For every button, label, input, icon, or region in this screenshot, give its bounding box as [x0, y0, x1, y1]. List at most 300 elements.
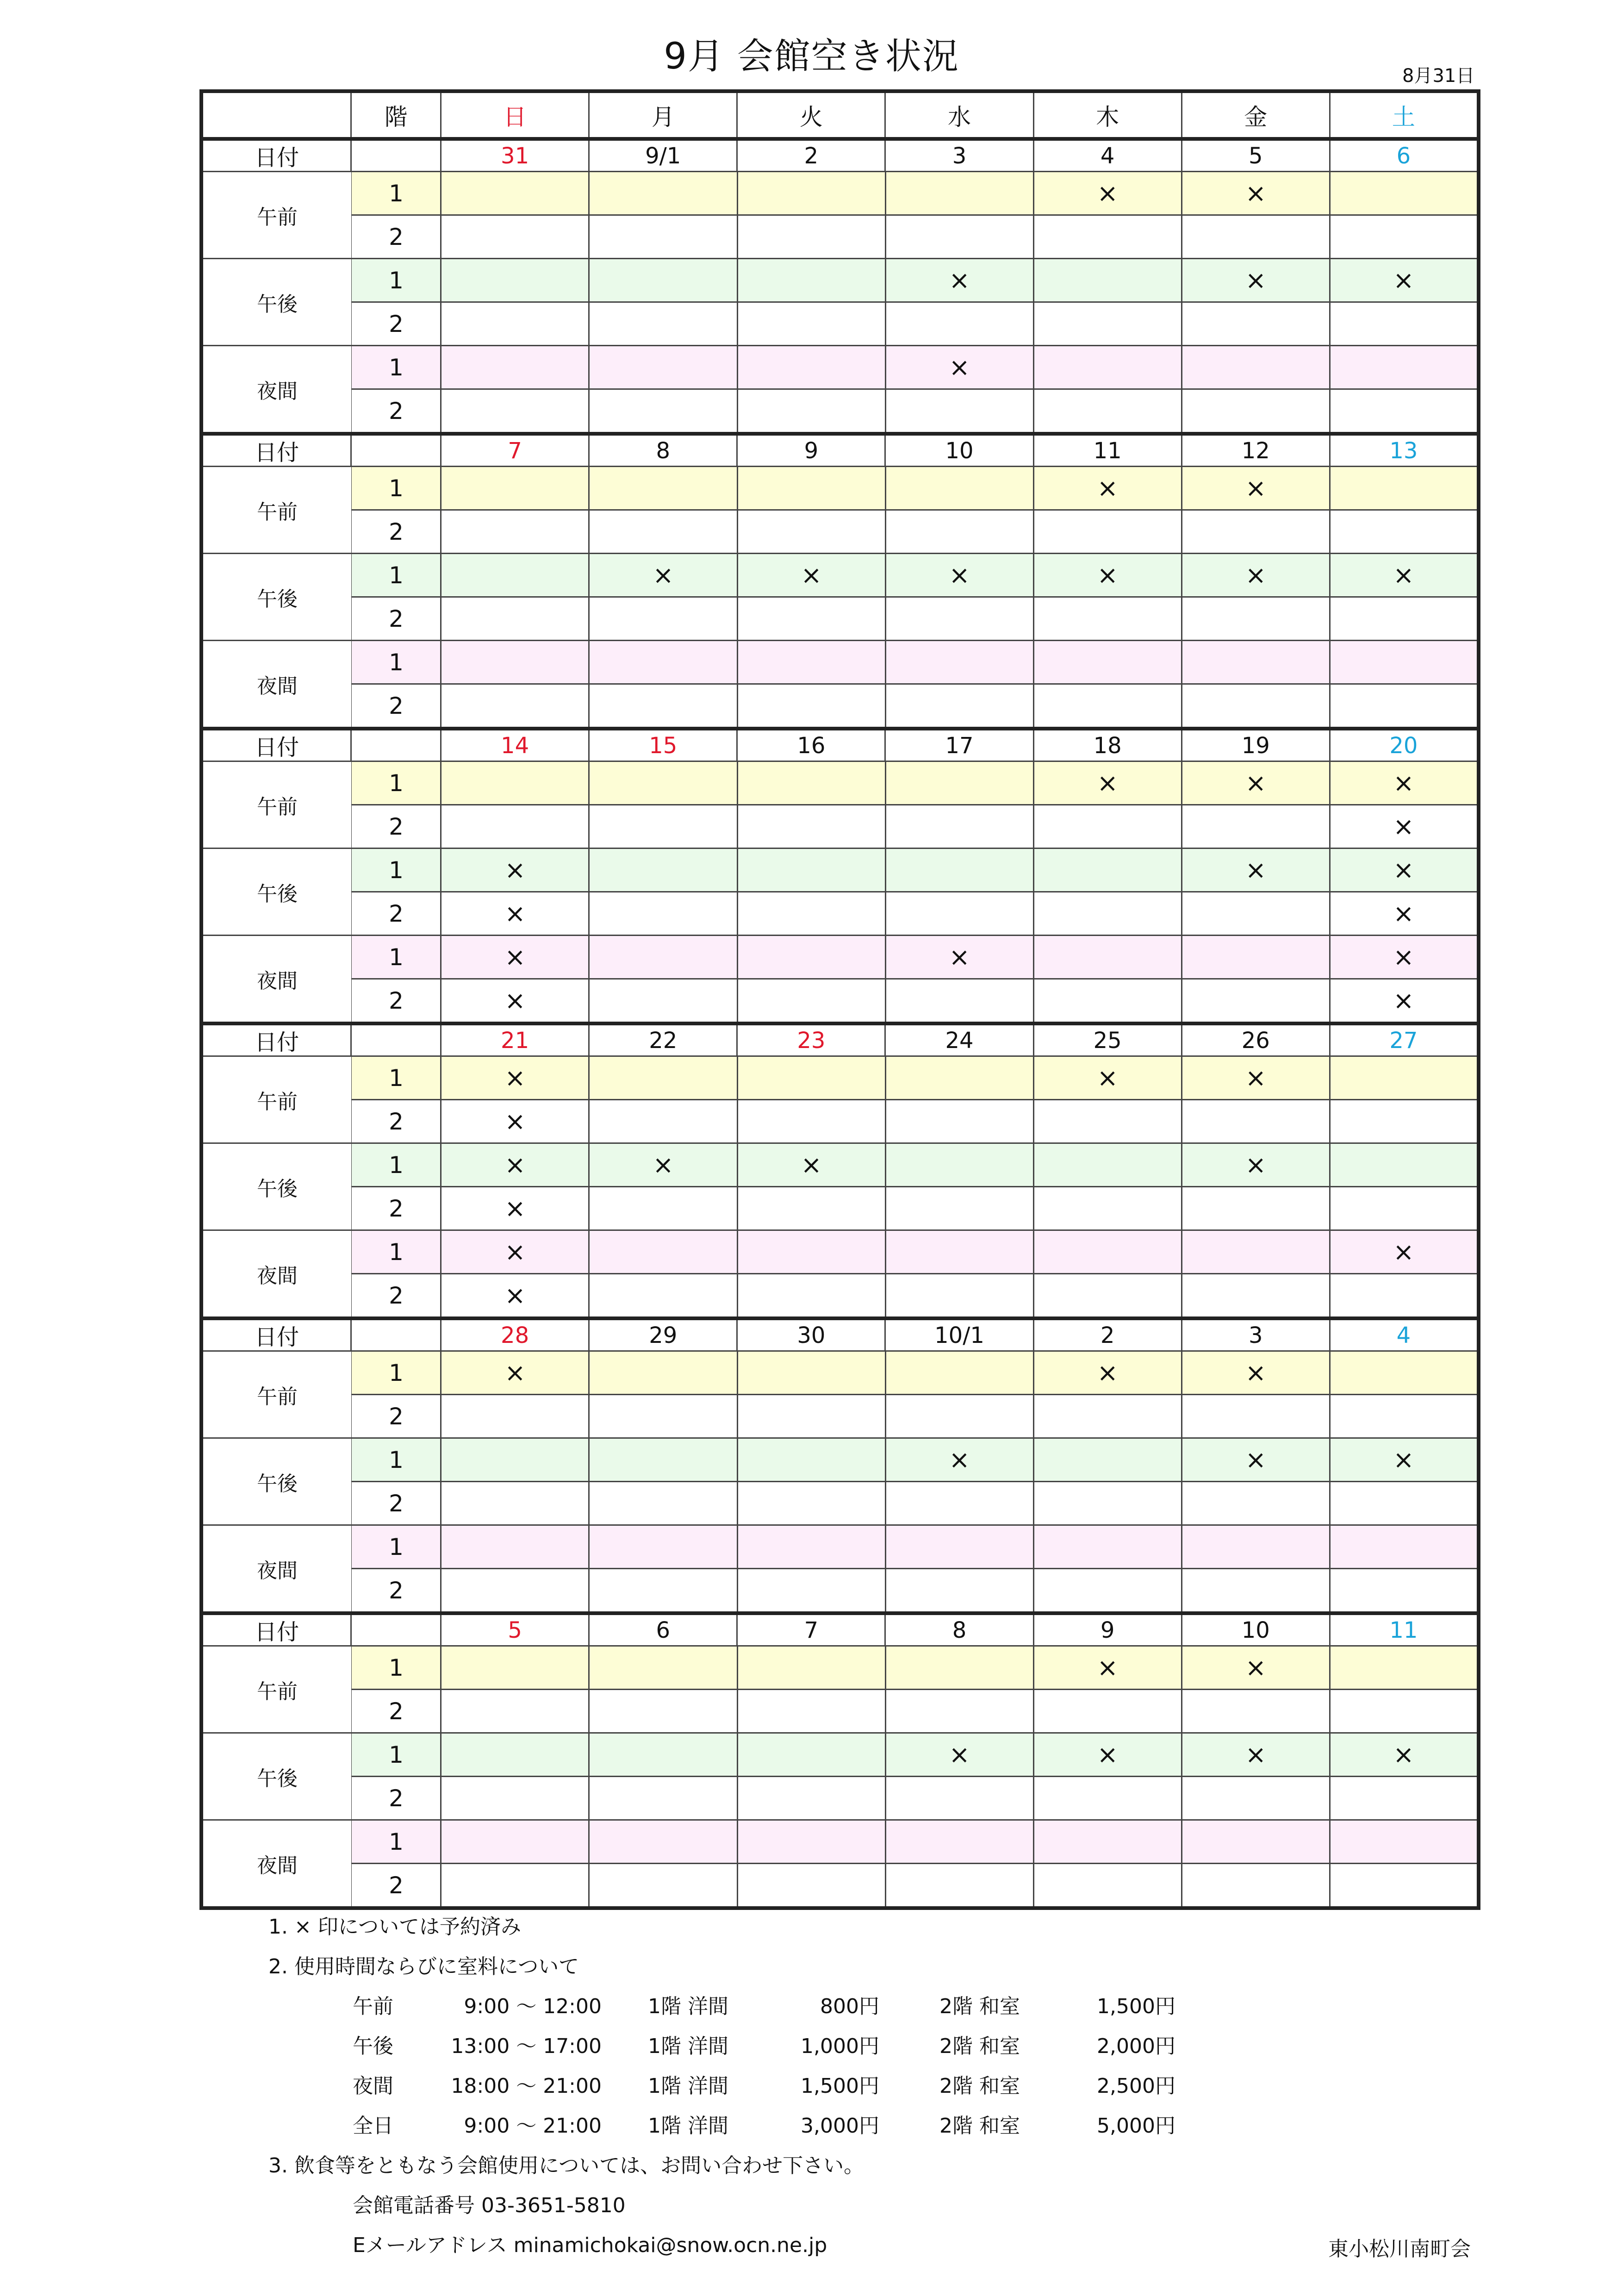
slot-cell [1181, 390, 1329, 432]
slot-cell [440, 936, 588, 978]
slot-row [203, 683, 1477, 727]
slot-cell [1329, 762, 1477, 804]
slot-row [203, 804, 1477, 848]
slot-cell [588, 1100, 736, 1142]
date-cell: 4 [1329, 1320, 1477, 1350]
booked-mark: × [949, 561, 970, 590]
date-cell: 27 [1329, 1025, 1477, 1055]
date-row [203, 432, 1477, 466]
slot-cell [885, 216, 1033, 258]
floor-cell: 2 [350, 390, 440, 432]
slot-cell [885, 1482, 1033, 1524]
slot-cell [588, 598, 736, 640]
slot-cell [1329, 172, 1477, 214]
header-row [203, 93, 1477, 137]
slot-cell [1181, 1231, 1329, 1273]
date-cell: 5 [1181, 141, 1329, 171]
slot-cell [885, 1734, 1033, 1776]
header-floor: 階 [350, 93, 440, 137]
floor-cell: 1 [350, 1526, 440, 1568]
date-cell: 11 [1033, 436, 1181, 466]
slot-row [203, 345, 1477, 388]
slot-cell [885, 172, 1033, 214]
date-cell: 19 [1181, 730, 1329, 761]
slot-cell [1033, 1439, 1181, 1481]
slot-cell [588, 1777, 736, 1819]
slot-cell [1329, 1821, 1477, 1863]
period-label: 午後 [203, 554, 351, 640]
weeks-container [203, 137, 1477, 1906]
slot-cell [737, 1395, 885, 1437]
slot-cell [588, 762, 736, 804]
slot-cell [588, 1395, 736, 1437]
booked-mark: × [1245, 1653, 1266, 1682]
date-row [203, 727, 1477, 761]
slot-cell [1033, 936, 1181, 978]
slot-row [203, 1524, 1477, 1568]
slot-cell [1329, 1569, 1477, 1611]
slot-cell [440, 1482, 588, 1524]
slot-cell [737, 849, 885, 891]
slot-cell [1181, 1526, 1329, 1568]
slot-cell [1329, 892, 1477, 935]
slot-cell [1181, 346, 1329, 388]
slot-cell [440, 1690, 588, 1732]
booked-mark: × [504, 1063, 526, 1092]
slot-cell [1181, 216, 1329, 258]
slot-cell [588, 849, 736, 891]
slot-cell [588, 259, 736, 301]
slot-cell [1329, 1144, 1477, 1186]
booked-mark: × [504, 942, 526, 972]
slot-cell [1329, 936, 1477, 978]
floor-cell: 2 [350, 216, 440, 258]
floor-cell: 2 [350, 1569, 440, 1611]
booked-mark: × [1097, 179, 1118, 208]
slot-cell [588, 1144, 736, 1186]
booked-mark: × [1097, 768, 1118, 798]
date-label: 日付 [255, 1324, 299, 1350]
slot-cell [440, 1569, 588, 1611]
slot-cell [1033, 805, 1181, 848]
pricing-p1: 800円 [820, 1995, 879, 2018]
slot-cell [588, 1352, 736, 1394]
date-cell: 2 [736, 141, 884, 171]
floor-cell: 2 [350, 892, 440, 935]
date-floor-blank [350, 1025, 440, 1055]
slot-cell [1181, 1352, 1329, 1394]
slot-cell [737, 805, 885, 848]
week-block [203, 432, 1477, 727]
slot-cell [737, 390, 885, 432]
date-cell: 6 [1329, 141, 1477, 171]
slot-cell [588, 554, 736, 596]
booked-mark: × [949, 1740, 970, 1769]
slot-cell [737, 346, 885, 388]
pricing-time: 13:00 ～ 17:00 [451, 2034, 602, 2058]
floor-cell: 1 [350, 1734, 440, 1776]
date-cell: 24 [884, 1025, 1032, 1055]
slot-cell [440, 467, 588, 509]
slot-cell [440, 1439, 588, 1481]
booked-mark: × [801, 561, 822, 590]
booked-mark: × [504, 986, 526, 1015]
slot-cell [588, 1526, 736, 1568]
slot-cell [737, 1057, 885, 1099]
floor-cell: 2 [350, 1395, 440, 1437]
slot-row [203, 848, 1477, 891]
date-cell: 28 [440, 1320, 588, 1350]
booked-mark: × [504, 899, 526, 928]
slot-cell [1181, 936, 1329, 978]
slot-cell [885, 554, 1033, 596]
date-cell: 10/1 [884, 1320, 1032, 1350]
slot-cell [1329, 1395, 1477, 1437]
slot-cell [440, 303, 588, 345]
slot-row [203, 1394, 1477, 1437]
floor-cell: 2 [350, 1482, 440, 1524]
booked-mark: × [1245, 561, 1266, 590]
slot-cell [1329, 1690, 1477, 1732]
slot-cell [588, 1187, 736, 1229]
date-cell: 14 [440, 730, 588, 761]
slot-cell [1181, 1864, 1329, 1906]
pricing-f2: 2階 和室 [939, 2074, 1020, 2098]
slot-cell [440, 346, 588, 388]
week-block [203, 1022, 1477, 1316]
floor-cell: 2 [350, 685, 440, 727]
slot-cell [440, 554, 588, 596]
slot-cell [440, 1777, 588, 1819]
pricing-time: 9:00 ～ 12:00 [464, 1995, 602, 2018]
pricing-row [268, 1987, 1175, 2027]
slot-cell [885, 1231, 1033, 1273]
date-cell: 15 [588, 730, 736, 761]
slot-cell [1329, 1864, 1477, 1906]
date-row [203, 1316, 1477, 1350]
slot-cell [1181, 892, 1329, 935]
pricing-p2: 2,000円 [1097, 2034, 1175, 2058]
slot-cell [885, 1144, 1033, 1186]
slot-cell [1181, 1734, 1329, 1776]
slot-row [203, 1819, 1477, 1863]
slot-cell [588, 216, 736, 258]
slot-cell [440, 1821, 588, 1863]
floor-cell: 2 [350, 1100, 440, 1142]
slot-cell [737, 1526, 885, 1568]
pricing-p1: 1,000円 [801, 2034, 879, 2058]
slot-cell [1329, 849, 1477, 891]
slot-cell [1329, 1274, 1477, 1316]
date-label: 日付 [255, 1029, 299, 1055]
booked-mark: × [1097, 1740, 1118, 1769]
slot-row [203, 891, 1477, 935]
slot-cell [440, 1864, 588, 1906]
date-cell: 5 [440, 1615, 588, 1645]
floor-cell: 2 [350, 303, 440, 345]
floor-cell: 1 [350, 849, 440, 891]
slot-cell [1329, 346, 1477, 388]
date-cell: 3 [1181, 1320, 1329, 1350]
date-cell: 10 [1181, 1615, 1329, 1645]
floor-cell: 2 [350, 980, 440, 1022]
slot-cell [1181, 1144, 1329, 1186]
slot-cell [440, 1057, 588, 1099]
slot-row [203, 1481, 1477, 1524]
slot-cell [737, 1231, 885, 1273]
booked-mark: × [1393, 942, 1414, 972]
note-1: 1. × 印については予約済み [268, 1915, 521, 1939]
slot-cell [885, 892, 1033, 935]
pricing-row [268, 2106, 1175, 2146]
slot-cell [885, 390, 1033, 432]
slot-cell [1033, 554, 1181, 596]
slot-cell [1033, 1569, 1181, 1611]
slot-cell [588, 1274, 736, 1316]
slot-cell [1033, 172, 1181, 214]
slot-cell [588, 980, 736, 1022]
slot-cell [1033, 1734, 1181, 1776]
period-label: 午前 [203, 1647, 351, 1732]
floor-cell: 1 [350, 259, 440, 301]
pricing-time: 9:00 ～ 21:00 [464, 2114, 602, 2138]
date-cell: 6 [588, 1615, 736, 1645]
slot-cell [588, 1057, 736, 1099]
slot-cell [1329, 1231, 1477, 1273]
slot-cell [588, 467, 736, 509]
floor-cell: 1 [350, 1057, 440, 1099]
booked-mark: × [1393, 986, 1414, 1015]
slot-cell [737, 1439, 885, 1481]
slot-row [203, 1568, 1477, 1611]
date-floor-blank [350, 730, 440, 761]
booked-mark: × [1245, 179, 1266, 208]
slot-cell [588, 1690, 736, 1732]
booked-mark: × [504, 1237, 526, 1267]
floor-cell: 1 [350, 1647, 440, 1689]
date-cell: 9 [736, 436, 884, 466]
date-cell: 2 [1033, 1320, 1181, 1350]
slot-cell [440, 641, 588, 683]
slot-cell [737, 1144, 885, 1186]
slot-cell [1181, 259, 1329, 301]
slot-cell [1181, 1274, 1329, 1316]
slot-cell [440, 1395, 588, 1437]
slot-cell [885, 1057, 1033, 1099]
slot-row [203, 553, 1477, 596]
date-cell: 20 [1329, 730, 1477, 761]
slot-cell [1329, 805, 1477, 848]
slot-cell [1181, 1057, 1329, 1099]
slot-cell [1181, 1482, 1329, 1524]
floor-cell: 1 [350, 554, 440, 596]
slot-cell [1033, 216, 1181, 258]
booked-mark: × [949, 1445, 970, 1474]
slot-cell [588, 346, 736, 388]
date-cell: 7 [440, 436, 588, 466]
slot-cell [737, 259, 885, 301]
slot-cell [1181, 467, 1329, 509]
booked-mark: × [1245, 855, 1266, 885]
booked-mark: × [1245, 768, 1266, 798]
week-block [203, 1611, 1477, 1906]
slot-cell [1329, 1057, 1477, 1099]
week-block [203, 1316, 1477, 1611]
slot-cell [1181, 762, 1329, 804]
period-label: 午後 [203, 1439, 351, 1524]
slot-cell [1033, 511, 1181, 553]
date-cell: 17 [884, 730, 1032, 761]
slot-cell [737, 1777, 885, 1819]
slot-cell [885, 1526, 1033, 1568]
slot-cell [737, 511, 885, 553]
slot-cell [588, 1821, 736, 1863]
date-label: 日付 [255, 735, 299, 761]
slot-row [203, 388, 1477, 432]
slot-cell [1033, 849, 1181, 891]
floor-cell: 1 [350, 467, 440, 509]
header-corner [203, 93, 350, 137]
date-label: 日付 [255, 1619, 299, 1645]
booked-mark: × [1393, 266, 1414, 295]
date-cell: 13 [1329, 436, 1477, 466]
slot-cell [1033, 1690, 1181, 1732]
pricing-row [268, 2027, 1175, 2066]
booked-mark: × [1097, 474, 1118, 503]
date-cell: 3 [884, 141, 1032, 171]
slot-row [203, 1229, 1477, 1273]
slot-cell [440, 1352, 588, 1394]
slot-row [203, 1099, 1477, 1142]
week-block [203, 137, 1477, 432]
slot-cell [588, 303, 736, 345]
slot-cell [737, 936, 885, 978]
slot-cell [440, 1734, 588, 1776]
slot-cell [440, 762, 588, 804]
header-day: 火 [736, 93, 884, 137]
slot-cell [440, 216, 588, 258]
slot-cell [1033, 467, 1181, 509]
slot-cell [1329, 554, 1477, 596]
booked-mark: × [1393, 1237, 1414, 1267]
slot-cell [1329, 467, 1477, 509]
slot-cell [885, 1690, 1033, 1732]
slot-row [203, 1689, 1477, 1732]
slot-cell [1033, 1482, 1181, 1524]
slot-cell [1181, 303, 1329, 345]
date-cell: 9/1 [588, 141, 736, 171]
slot-cell [885, 1439, 1033, 1481]
slot-cell [737, 980, 885, 1022]
slot-cell [588, 641, 736, 683]
slot-cell [588, 936, 736, 978]
slot-cell [1033, 1144, 1181, 1186]
slot-cell [1181, 554, 1329, 596]
slot-cell [885, 303, 1033, 345]
slot-cell [588, 1647, 736, 1689]
date-cell: 8 [588, 436, 736, 466]
booked-mark: × [1393, 899, 1414, 928]
period-label: 午後 [203, 1734, 351, 1819]
date-cell: 9 [1033, 1615, 1181, 1645]
date-cell: 10 [884, 436, 1032, 466]
slot-row [203, 1776, 1477, 1819]
floor-cell: 1 [350, 641, 440, 683]
slot-cell [885, 511, 1033, 553]
date-cell: 31 [440, 141, 588, 171]
slot-cell [737, 1482, 885, 1524]
pricing-f1: 1階 洋間 [648, 2114, 728, 2138]
booked-mark: × [1393, 812, 1414, 841]
slot-cell [1181, 1395, 1329, 1437]
slot-row [203, 509, 1477, 553]
slot-cell [588, 1482, 736, 1524]
slot-cell [1329, 980, 1477, 1022]
slot-cell [885, 1352, 1033, 1394]
slot-cell [588, 1864, 736, 1906]
booked-mark: × [653, 561, 674, 590]
slot-cell [885, 259, 1033, 301]
slot-cell [1329, 1647, 1477, 1689]
floor-cell: 1 [350, 1231, 440, 1273]
date-floor-blank [350, 141, 440, 171]
slot-cell [588, 805, 736, 848]
floor-cell: 2 [350, 511, 440, 553]
period-label: 夜間 [203, 1821, 351, 1906]
period-label: 午前 [203, 467, 351, 553]
pricing-p1: 3,000円 [801, 2114, 879, 2138]
slot-row [203, 301, 1477, 345]
booked-mark: × [949, 942, 970, 972]
date-cell: 25 [1033, 1025, 1181, 1055]
slot-row [203, 935, 1477, 978]
slot-cell [440, 685, 588, 727]
availability-table [199, 89, 1480, 1910]
floor-cell: 2 [350, 1777, 440, 1819]
slot-cell [1181, 1439, 1329, 1481]
period-label: 夜間 [203, 346, 351, 432]
slot-cell [885, 346, 1033, 388]
slot-cell [440, 892, 588, 935]
header-day: 木 [1033, 93, 1181, 137]
slot-cell [737, 1690, 885, 1732]
slot-cell [440, 1187, 588, 1229]
period-label: 午前 [203, 1352, 351, 1437]
slot-cell [737, 1647, 885, 1689]
slot-row [203, 466, 1477, 509]
slot-cell [1181, 805, 1329, 848]
slot-cell [885, 936, 1033, 978]
slot-cell [1181, 1569, 1329, 1611]
slot-cell [885, 1274, 1033, 1316]
pricing-p2: 2,500円 [1097, 2074, 1175, 2098]
slot-cell [1329, 1777, 1477, 1819]
floor-cell: 2 [350, 1274, 440, 1316]
slot-cell [588, 1734, 736, 1776]
slot-cell [885, 1647, 1033, 1689]
slot-cell [1181, 1821, 1329, 1863]
slot-row [203, 596, 1477, 640]
floor-cell: 1 [350, 1439, 440, 1481]
slot-cell [588, 172, 736, 214]
date-cell: 21 [440, 1025, 588, 1055]
slot-cell [440, 172, 588, 214]
header-day: 金 [1181, 93, 1329, 137]
slot-cell [737, 1274, 885, 1316]
slot-row [203, 1732, 1477, 1776]
period-label: 午後 [203, 849, 351, 935]
slot-cell [1033, 1864, 1181, 1906]
